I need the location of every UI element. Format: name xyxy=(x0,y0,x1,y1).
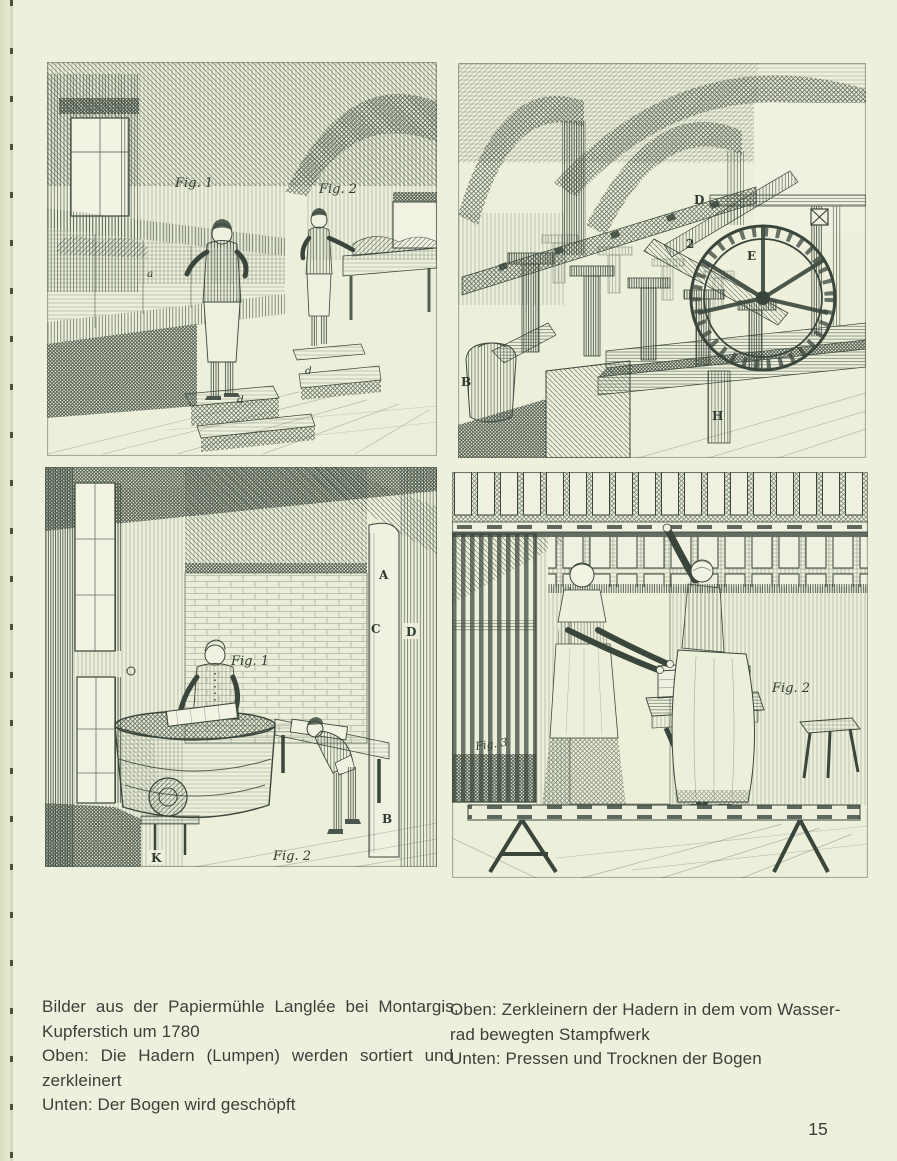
caption-line: Unten: Pressen und Trocknen der Bogen xyxy=(450,1049,762,1068)
caption-line: zerkleinert xyxy=(42,1070,122,1090)
plate-letter-B: B xyxy=(461,375,472,389)
plate-letter-d: d xyxy=(237,394,244,406)
fig2-label: Fig. 2 xyxy=(772,681,811,696)
plate-letter-C: C xyxy=(371,622,381,636)
engraving-press-and-dry xyxy=(452,472,868,878)
plate-letter-B: B xyxy=(382,812,393,826)
caption-line: Bilder aus der Papiermühle Langlée bei Montargis, xyxy=(42,997,459,1016)
caption-line: Oben: Zerkleinern der Hadern in dem vom Wasser- xyxy=(450,1000,841,1019)
plate-letter-K: K xyxy=(151,851,162,865)
plate-number-2: 2 xyxy=(686,237,695,251)
dark-floor-left xyxy=(45,803,141,867)
engraving-stamping-mill xyxy=(458,63,866,458)
caption-line: Unten: Der Bogen wird geschöpft xyxy=(42,1095,296,1114)
caption-line: Oben: Die Hadern (Lumpen) werden sortiert und xyxy=(42,1046,454,1065)
caption-line: Kupferstich um 1780 xyxy=(42,1021,200,1041)
right-wall xyxy=(399,467,437,867)
page-binding-edge xyxy=(0,0,10,1161)
drying-rack-upper xyxy=(452,472,868,537)
caption-line: rad bewegten Stampfwerk xyxy=(450,1024,650,1044)
fig3-label: Fig. 3 xyxy=(474,735,509,753)
page-number: 15 xyxy=(808,1119,828,1139)
engraving-rag-sorting xyxy=(47,62,437,456)
fig1-label: Fig. 1 xyxy=(175,176,214,191)
plate-letter-D: D xyxy=(406,625,417,639)
plate-letter-H: H xyxy=(712,409,724,423)
binding-stitches xyxy=(10,0,13,1161)
slatted-wall xyxy=(452,534,536,802)
fig2-label: Fig. 2 xyxy=(319,182,358,197)
plate-letter-a: a xyxy=(147,268,154,280)
caption-right-column xyxy=(450,998,880,1072)
hatched-block xyxy=(546,361,630,458)
plate-letter-D: D xyxy=(694,193,705,207)
plate-letter-d: d xyxy=(305,365,312,377)
plate-letter-A: A xyxy=(379,568,389,582)
window-upper xyxy=(75,483,122,651)
caption-left-column xyxy=(42,995,459,1118)
engraving-vat-room xyxy=(45,467,437,867)
fig1-label: Fig. 1 xyxy=(231,654,270,669)
window-lower xyxy=(77,677,122,803)
fig2-label: Fig. 2 xyxy=(273,849,312,864)
plate-letter-E: E xyxy=(747,249,757,263)
vat xyxy=(115,711,275,820)
